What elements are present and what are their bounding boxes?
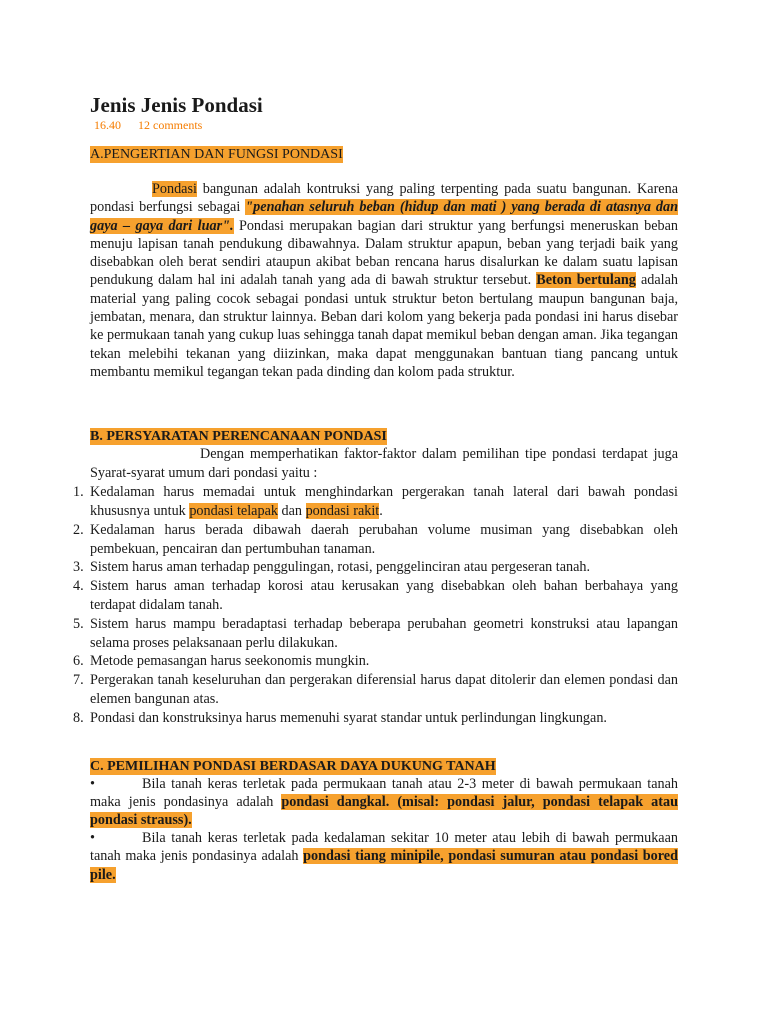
list-item [73,483,678,521]
bullet-icon: • [90,830,95,847]
section-b-intro: Dengan memperhatikan faktor-faktor dalam pemilihan tipe pondasi terdapat juga Syarat-syarat umum dari pondasi yaitu : [90,446,678,482]
list-item-text: Sistem harus aman terhadap penggulingan, rotasi, penggelinciran atau pergeseran tanah. [90,559,591,576]
list-item-text: Bila tanah keras terletak pada permukaan tanah atau 2-3 meter di bawah permukaan tanah maka jenis pondasinya adalah [90,775,678,810]
highlight-pondasi: Pondasi [152,181,197,197]
section-a-text-1: bangunan adalah kontruksi yang paling terpenting pada suatu bangunan. Karena pondasi berfungsi sebagai [90,181,678,216]
soil-bearing-list [90,775,678,884]
list-item-text: Bila tanah keras terletak pada kedalaman sekitar 10 meter atau lebih di bawah permukaan tanah maka jenis pondasinya adalah [90,830,678,865]
list-item-number: 6. [73,653,84,670]
requirements-list [73,483,678,727]
list-item-text: Kedalaman harus berada dibawah daerah perubahan volume musiman yang disebabkan oleh pembekuan, pencairan dan pertumbuhan tanaman. [90,521,678,557]
section-a-text-2: Pondasi merupakan bagian dari struktur yang berfungsi meneruskan beban menuju lapisan tanah pendukung dibawahnya. Dalam struktur apapun, beban yang terjadi baik yang disebabkan oleh berat sendiri ataupun akibat beban rencana harus disalurkan ke dalam suatu lapisan pendukung dalam hal ini adalah tanah yang ada di bawah struktur tersebut. [90,217,678,289]
post-time[interactable]: 16.40 [94,118,121,132]
list-item-text: . [379,503,383,520]
list-item [90,829,678,884]
highlight-pondasi-rakit: pondasi rakit [305,503,380,520]
highlight-definition: "penahan seluruh beban (hidup dan mati ) yang berada di atasnya dan gaya – gaya dari luar". [90,199,678,234]
list-item [73,652,678,671]
list-item [73,615,678,653]
page-title: Jenis Jenis Pondasi [90,93,263,117]
section-a-heading: A.PENGERTIAN DAN FUNGSI PONDASI [90,147,343,162]
highlight-pondasi-dangkal: pondasi dangkal. (misal: pondasi jalur, pondasi telapak atau pondasi strauss). [90,793,678,829]
list-item [73,709,678,728]
list-item [73,521,678,559]
list-item-number: 3. [73,559,84,576]
list-item-number: 2. [73,521,84,538]
list-item [90,775,678,830]
section-a-text-3: adalah material yang paling cocok sebagai pondasi untuk struktur beton bertulang maupun bangunan baja, jembatan, menara, dan struktur lainnya. Beban dari kolom yang bekerja pada pondasi ini harus disebar ke permukaan tanah yang cukup luas sehingga tanah dapat memikul beban dengan aman. Jika tegangan tekan melebihi tekanan yang diizinkan, maka dapat menggunakan bantuan tiang pancang untuk membantu memikul tegangan tekan pada dinding dan kolom pada struktur. [90,272,678,380]
list-item-number: 4. [73,578,84,595]
section-a-paragraph [90,180,678,381]
list-item-text: Metode pemasangan harus seekonomis mungkin. [90,653,370,670]
list-item-number: 1. [73,484,84,501]
list-item [73,577,678,615]
bullet-icon: • [90,775,95,792]
highlight-pondasi-telapak: pondasi telapak [189,503,278,520]
list-item-number: 5. [73,615,84,632]
list-item-text: dan [277,503,306,520]
list-item-text: Kedalaman harus memadai untuk menghindarkan pergerakan tanah lateral dari bawah pondasi khususnya untuk [90,484,678,520]
list-item-text: Pergerakan tanah keseluruhan dan pergerakan diferensial harus dapat ditolerir dan elemen pondasi dan elemen bangunan atas. [90,672,678,708]
list-item-text: Pondasi dan konstruksinya harus memenuhi syarat standar untuk perlindungan lingkungan. [90,709,607,726]
comments-link[interactable]: 12 comments [138,118,203,132]
list-item [73,671,678,709]
list-item-number: 8. [73,709,84,726]
article [73,92,678,884]
list-item-number: 7. [73,672,84,689]
section-b-heading: B. PERSYARATAN PERENCANAAN PONDASI [90,429,387,445]
post-meta [94,118,678,132]
list-item [73,558,678,577]
highlight-beton-bertulang: Beton bertulang [536,272,636,289]
section-c-heading: C. PEMILIHAN PONDASI BERDASAR DAYA DUKUNG TANAH [90,758,496,774]
list-item-text: Sistem harus aman terhadap korosi atau kerusakan yang disebabkan oleh bahan berbahaya yang terdapat didalam tanah. [90,578,678,614]
list-item-text: Sistem harus mampu beradaptasi terhadap beberapa perubahan geometri konstruksi atau lapangan selama proses pelaksanaan perlu dilakukan. [90,615,678,651]
highlight-pondasi-tiang: pondasi tiang minipile, pondasi sumuran atau pondasi bored pile. [90,848,678,883]
